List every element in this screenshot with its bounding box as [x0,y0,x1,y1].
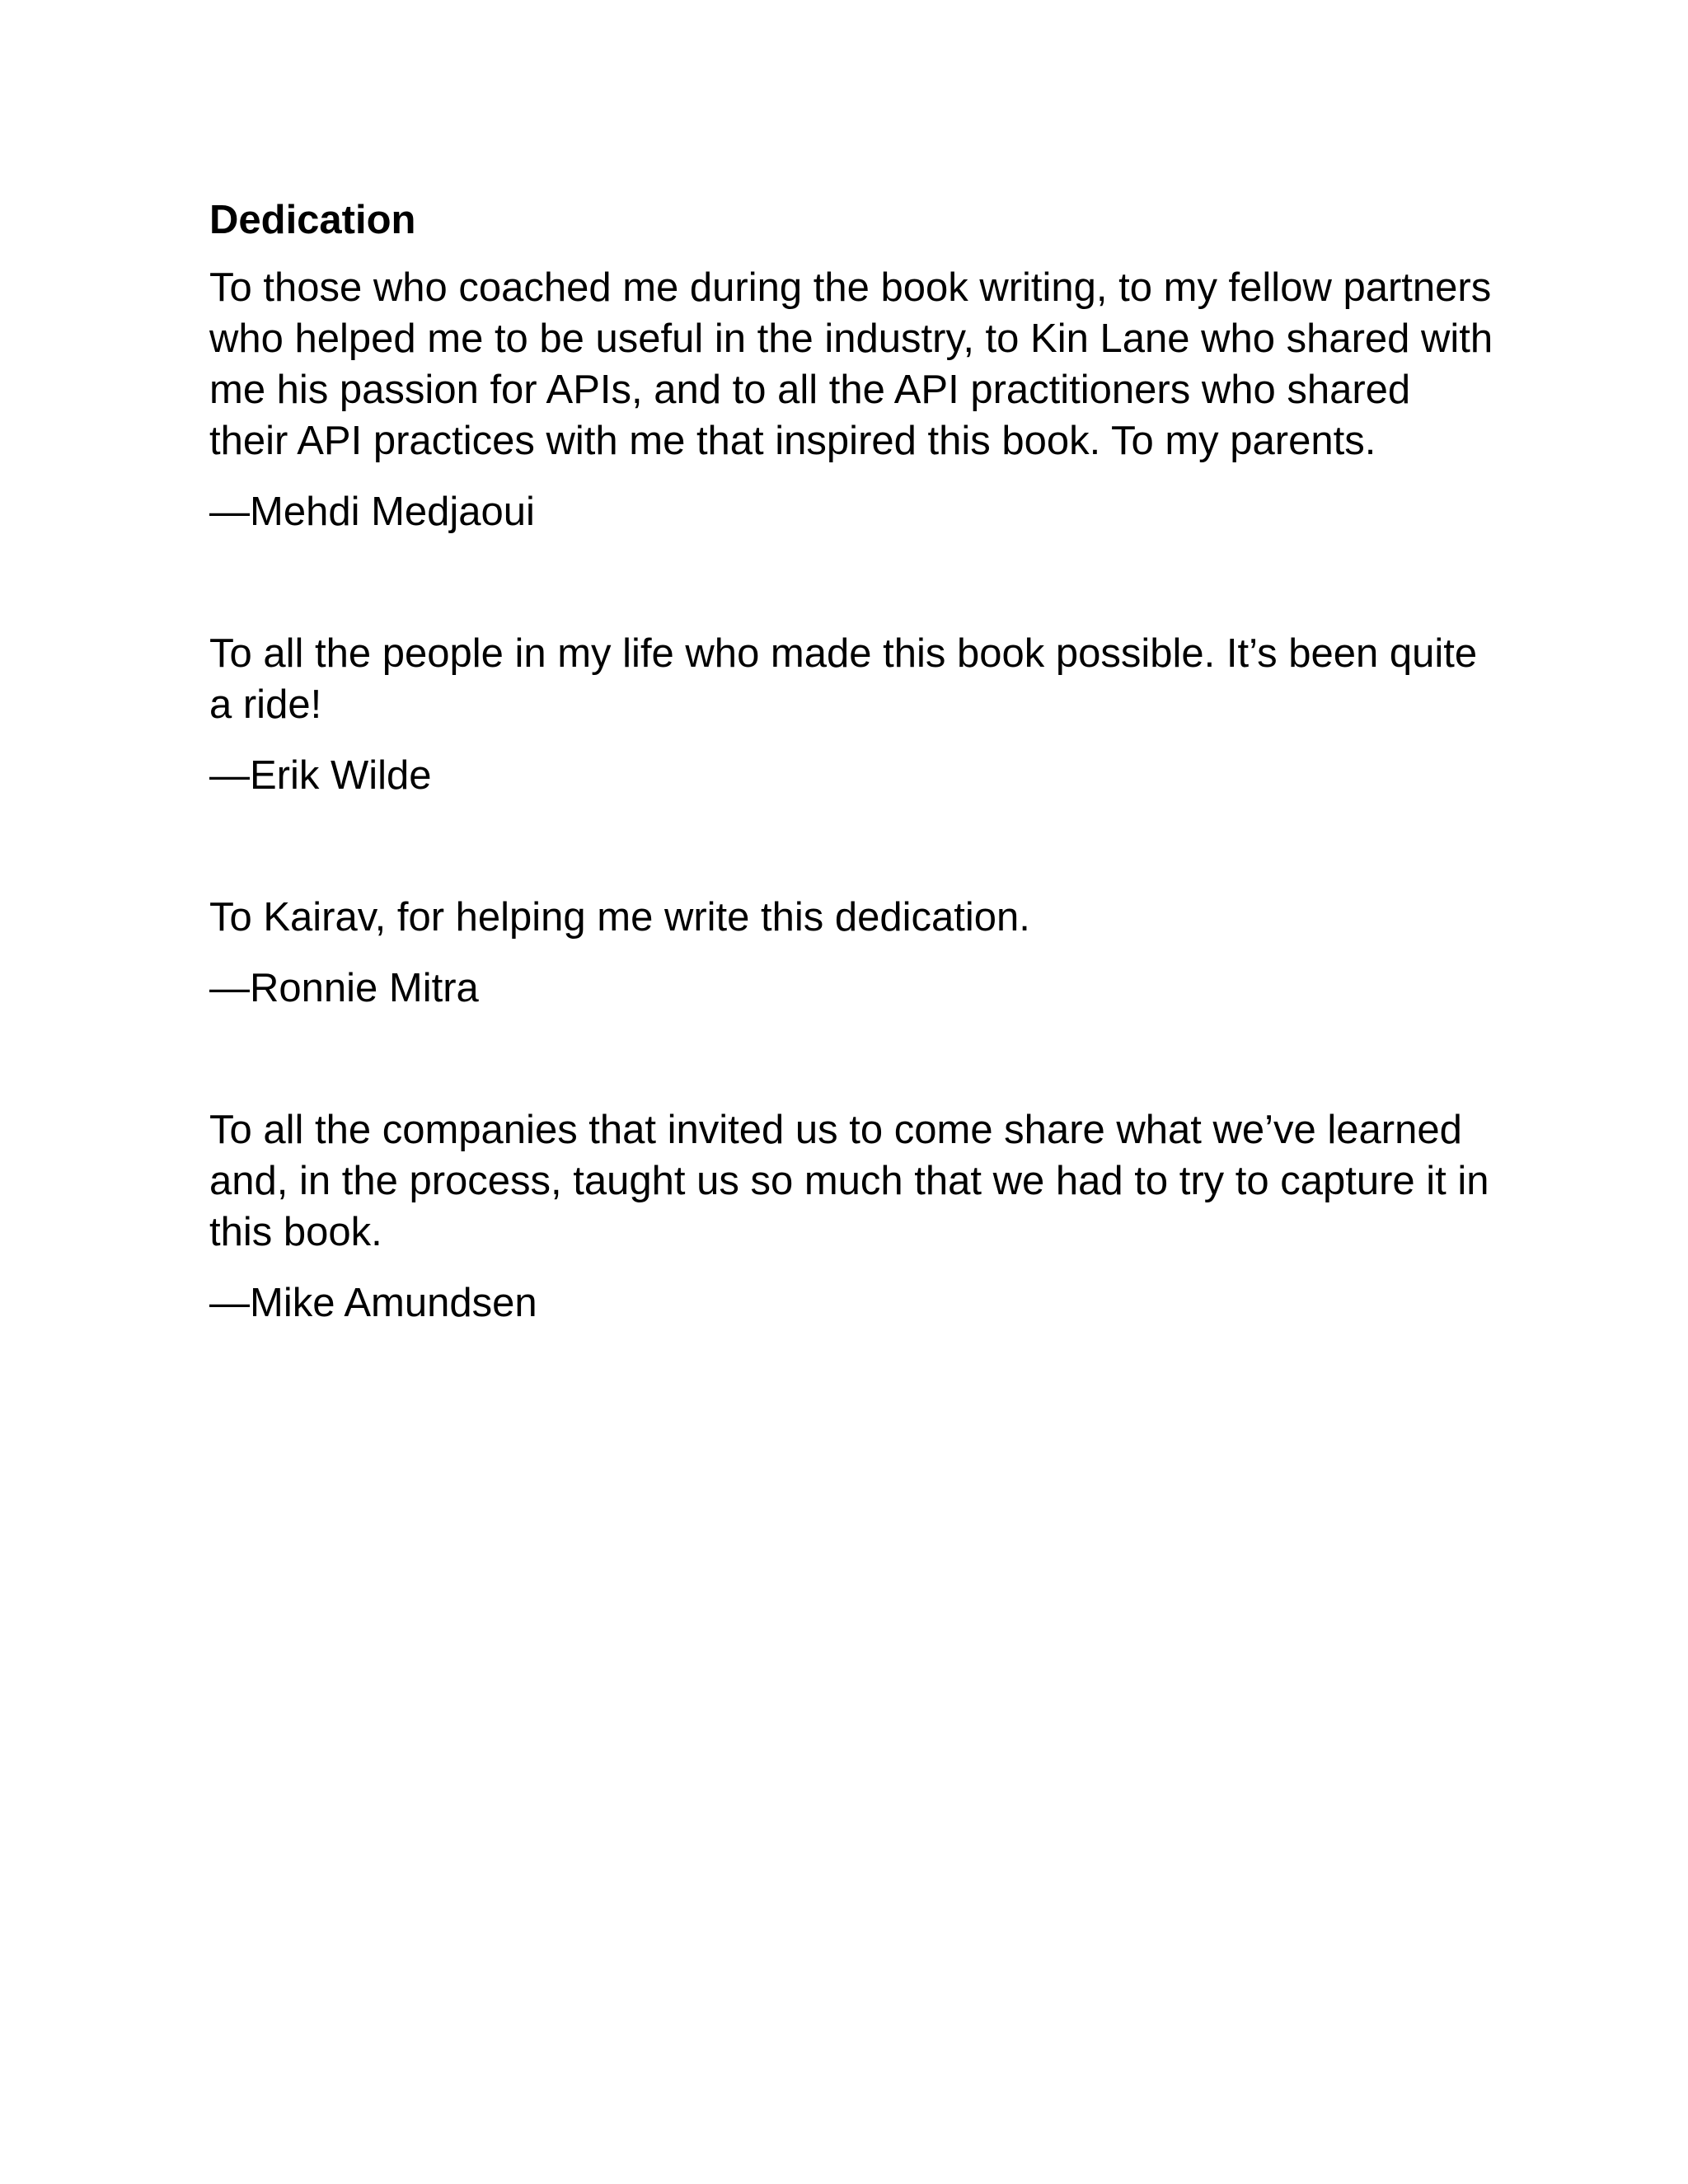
dedication-text: To Kairav, for helping me write this dedication. [209,895,1030,940]
dedication-signature: —Ronnie Mitra [209,966,479,1010]
dedication-signature: —Erik Wilde [209,753,432,798]
dedication-block-erik [209,628,1495,801]
dedication-block-ronnie [209,892,1495,1014]
dedication-page [209,194,1495,1329]
page-title: Dedication [209,198,416,242]
dedication-signature: —Mike Amundsen [209,1281,537,1325]
dedication-text: To those who coached me during the book writing, to my fellow partners who helped me to be useful in the industry, to Kin Lane who shared with me his passion for APIs, and to all the API practitioners who shared their API practices with me that inspired this book. To my parents. [209,265,1493,463]
dedication-block-mehdi [209,262,1495,537]
dedication-text: To all the people in my life who made this book possible. It’s been quite a ride! [209,631,1478,727]
dedication-signature: —Mehdi Medjaoui [209,490,535,534]
dedication-text: To all the companies that invited us to come share what we’ve learned and, in the process, taught us so much that we had to try to capture it in this book. [209,1108,1489,1254]
dedication-block-mike [209,1104,1495,1329]
